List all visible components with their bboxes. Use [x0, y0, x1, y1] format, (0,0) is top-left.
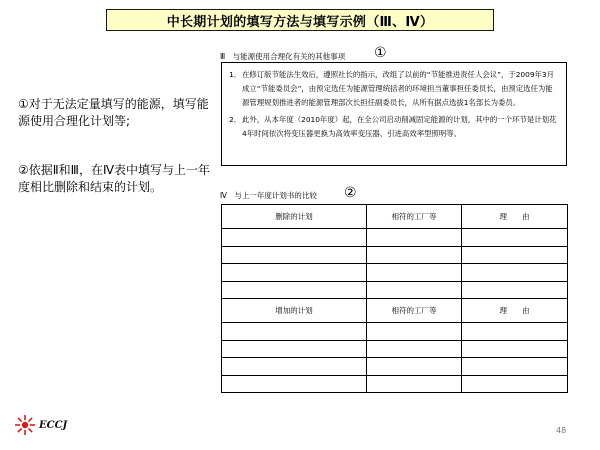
table-row: [222, 229, 568, 247]
other-matter-item-1: [229, 68, 559, 111]
table-cell: [367, 375, 462, 393]
table-cell: [367, 340, 462, 358]
left-note-2: ②依据Ⅱ和Ⅲ，在Ⅳ表中填写与上一年度相比删除和结束的计划。: [18, 163, 211, 194]
table-cell: [462, 229, 568, 247]
header-matching-factory: 相符的工厂等: [367, 205, 462, 229]
table-cell: [462, 246, 568, 264]
logo-text: ECCJ: [39, 419, 68, 431]
table-cell: [462, 281, 568, 299]
table-row: [222, 281, 568, 299]
table-cell: [222, 246, 367, 264]
section-3-marker: ①: [374, 45, 387, 61]
table-cell: [462, 264, 568, 282]
table-cell: [462, 340, 568, 358]
table-cell: [222, 340, 367, 358]
deleted-plans-header-row: [222, 205, 568, 229]
table-cell: [462, 323, 568, 341]
table-row: [222, 358, 568, 376]
item-text: 在修订版节能法生效后，遵照社长的指示，改组了以前的“节能推进责任人会议”，于2009年3月成立“节能委员会”，由预定选任为能源管理统括者的环境担当董事担任委员长，由预定选任为能源管理规划推进者的能源管理部次长担任副委员长，从所有据点选拔1名部长为委员。: [242, 70, 555, 108]
table-cell: [222, 281, 367, 299]
table-cell: [367, 281, 462, 299]
added-plans-header-row: [222, 299, 568, 323]
header-reason: 理 由: [462, 205, 568, 229]
table-row: [222, 264, 568, 282]
table-row: [222, 323, 568, 341]
table-cell: [367, 358, 462, 376]
item-text: 此外，从本年度（2010年度）起，在全公司启动削减固定能源的计划，其中的一个环节是计划花4年时间依次将变压器更换为高效率变压器、引进高效率型照明等。: [242, 114, 557, 138]
section-3-label: Ⅲ 与能源使用合理化有关的其他事项: [220, 52, 346, 61]
section-4-marker: ②: [344, 185, 357, 201]
table-cell: [222, 375, 367, 393]
sunburst-logo-icon: [14, 414, 36, 436]
table-row: [222, 246, 568, 264]
other-matters-box: [221, 62, 567, 166]
other-matter-item-2: [229, 113, 559, 141]
table-row: [222, 340, 568, 358]
table-cell: [462, 375, 568, 393]
item-number: 2．: [229, 114, 242, 124]
table-cell: [367, 264, 462, 282]
left-note-1: ①对于无法定量填写的能源，填写能源使用合理化计划等;: [18, 97, 209, 128]
table-cell: [367, 323, 462, 341]
item-number: 1．: [229, 70, 242, 79]
comparison-table: [221, 204, 568, 393]
table-cell: [367, 229, 462, 247]
header-matching-factory: 相符的工厂等: [367, 299, 462, 323]
page-number: 48: [556, 426, 567, 435]
page-title-text: 中长期计划的填写方法与填写示例（Ⅲ、Ⅳ）: [166, 14, 434, 30]
table-cell: [222, 229, 367, 247]
header-added-plan: 增加的计划: [222, 299, 367, 323]
table-cell: [222, 264, 367, 282]
eccj-logo: [14, 414, 67, 436]
header-deleted-plan: 删除的计划: [222, 205, 367, 229]
table-row: [222, 375, 568, 393]
header-reason: 理 由: [462, 299, 568, 323]
table-cell: [367, 246, 462, 264]
table-cell: [462, 358, 568, 376]
page-title: [106, 9, 494, 31]
table-cell: [222, 358, 367, 376]
section-4-label: Ⅳ 与上一年度计划书的比较: [220, 191, 317, 200]
table-cell: [222, 323, 367, 341]
